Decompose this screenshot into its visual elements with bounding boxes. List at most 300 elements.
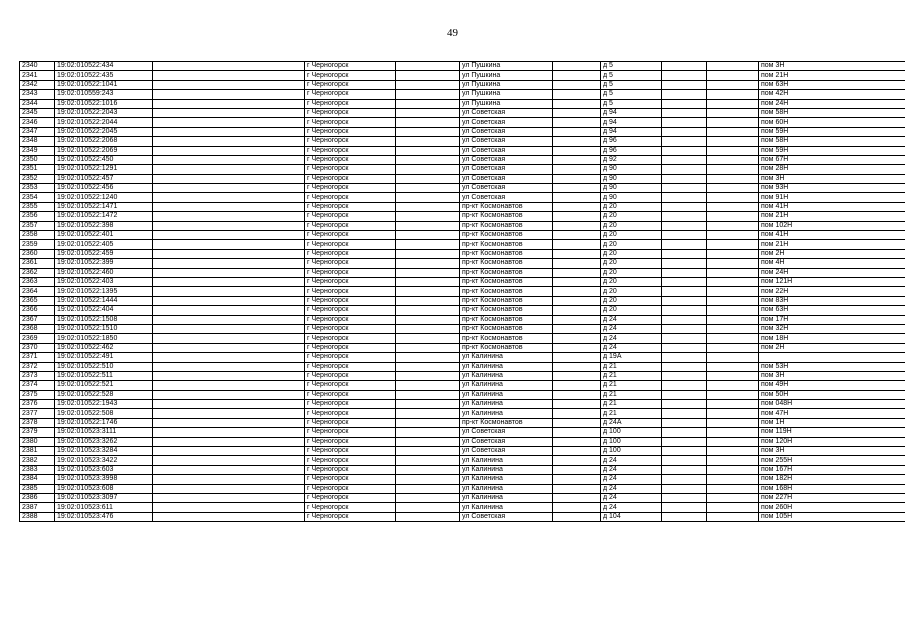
street-cell: ул Калинина: [460, 465, 553, 474]
street-cell: ул Калинина: [460, 390, 553, 399]
table-row: [20, 362, 905, 371]
empty-cell: [662, 80, 707, 89]
empty-cell: [553, 249, 601, 258]
table-row: [20, 428, 905, 437]
city-cell: г Черногорск: [305, 456, 396, 465]
empty-cell: [153, 137, 305, 146]
empty-cell: [553, 390, 601, 399]
empty-cell: [553, 334, 601, 343]
row-number-cell: 2367: [20, 315, 55, 324]
city-cell: г Черногорск: [305, 155, 396, 164]
empty-cell: [553, 184, 601, 193]
empty-cell: [707, 240, 759, 249]
cadastral-number-cell: 19:02:010522:1444: [55, 296, 153, 305]
empty-cell: [662, 155, 707, 164]
empty-cell: [396, 362, 460, 371]
empty-cell: [153, 493, 305, 502]
city-cell: г Черногорск: [305, 62, 396, 71]
empty-cell: [662, 456, 707, 465]
empty-cell: [153, 99, 305, 108]
empty-cell: [553, 212, 601, 221]
empty-cell: [707, 437, 759, 446]
cadastral-number-cell: 19:02:010522:2069: [55, 146, 153, 155]
street-cell: ул Калинина: [460, 484, 553, 493]
street-cell: ул Пушкина: [460, 99, 553, 108]
empty-cell: [707, 428, 759, 437]
premises-cell: пом 105Н: [759, 512, 905, 521]
house-number-cell: д 24: [601, 324, 662, 333]
street-cell: ул Калинина: [460, 400, 553, 409]
street-cell: пр-кт Космонавтов: [460, 202, 553, 211]
cadastral-number-cell: 19:02:010522:528: [55, 390, 153, 399]
cadastral-number-cell: 19:02:010522:434: [55, 62, 153, 71]
empty-cell: [396, 503, 460, 512]
empty-cell: [707, 137, 759, 146]
house-number-cell: д 94: [601, 108, 662, 117]
empty-cell: [707, 249, 759, 258]
table-row: [20, 62, 905, 71]
empty-cell: [396, 155, 460, 164]
house-number-cell: д 104: [601, 512, 662, 521]
street-cell: ул Советская: [460, 174, 553, 183]
premises-cell: пом 3Н: [759, 371, 905, 380]
empty-cell: [153, 193, 305, 202]
empty-cell: [707, 99, 759, 108]
city-cell: г Черногорск: [305, 465, 396, 474]
street-cell: ул Пушкина: [460, 90, 553, 99]
cadastral-number-cell: 19:02:010523:603: [55, 465, 153, 474]
empty-cell: [153, 268, 305, 277]
empty-cell: [396, 334, 460, 343]
empty-cell: [396, 353, 460, 362]
empty-cell: [662, 71, 707, 80]
empty-cell: [662, 240, 707, 249]
premises-cell: пом 58Н: [759, 137, 905, 146]
empty-cell: [396, 146, 460, 155]
premises-cell: пом 2Н: [759, 343, 905, 352]
empty-cell: [662, 390, 707, 399]
cadastral-number-cell: 19:02:010522:457: [55, 174, 153, 183]
empty-cell: [553, 127, 601, 136]
empty-cell: [662, 212, 707, 221]
empty-cell: [553, 512, 601, 521]
city-cell: г Черногорск: [305, 512, 396, 521]
empty-cell: [396, 475, 460, 484]
house-number-cell: д 90: [601, 165, 662, 174]
table-row: [20, 146, 905, 155]
house-number-cell: д 100: [601, 428, 662, 437]
premises-cell: пом 102Н: [759, 221, 905, 230]
row-number-cell: 2370: [20, 343, 55, 352]
house-number-cell: д 96: [601, 146, 662, 155]
city-cell: г Черногорск: [305, 475, 396, 484]
street-cell: пр-кт Космонавтов: [460, 418, 553, 427]
street-cell: пр-кт Космонавтов: [460, 268, 553, 277]
empty-cell: [153, 381, 305, 390]
table-row: [20, 400, 905, 409]
empty-cell: [553, 315, 601, 324]
row-number-cell: 2380: [20, 437, 55, 446]
empty-cell: [153, 362, 305, 371]
cadastral-number-cell: 19:02:010522:398: [55, 221, 153, 230]
premises-cell: пом 22Н: [759, 287, 905, 296]
empty-cell: [153, 108, 305, 117]
empty-cell: [662, 118, 707, 127]
empty-cell: [707, 447, 759, 456]
premises-cell: пом 227Н: [759, 493, 905, 502]
empty-cell: [396, 165, 460, 174]
empty-cell: [396, 137, 460, 146]
empty-cell: [553, 381, 601, 390]
premises-cell: пом 1Н: [759, 418, 905, 427]
table-row: [20, 503, 905, 512]
empty-cell: [662, 315, 707, 324]
empty-cell: [662, 371, 707, 380]
empty-cell: [153, 503, 305, 512]
table-row: [20, 193, 905, 202]
table-row: [20, 353, 905, 362]
empty-cell: [396, 174, 460, 183]
house-number-cell: д 90: [601, 193, 662, 202]
street-cell: ул Калинина: [460, 353, 553, 362]
empty-cell: [153, 437, 305, 446]
empty-cell: [153, 315, 305, 324]
row-number-cell: 2375: [20, 390, 55, 399]
empty-cell: [153, 202, 305, 211]
house-number-cell: д 24: [601, 503, 662, 512]
row-number-cell: 2347: [20, 127, 55, 136]
empty-cell: [662, 465, 707, 474]
empty-cell: [553, 437, 601, 446]
street-cell: ул Пушкина: [460, 80, 553, 89]
table-row: [20, 334, 905, 343]
city-cell: г Черногорск: [305, 118, 396, 127]
empty-cell: [553, 71, 601, 80]
empty-cell: [396, 296, 460, 305]
empty-cell: [553, 174, 601, 183]
page-number: 49: [447, 27, 458, 39]
premises-cell: пом 32Н: [759, 324, 905, 333]
empty-cell: [662, 503, 707, 512]
empty-cell: [662, 174, 707, 183]
street-cell: ул Советская: [460, 118, 553, 127]
premises-cell: пом 167Н: [759, 465, 905, 474]
empty-cell: [707, 90, 759, 99]
street-cell: ул Советская: [460, 447, 553, 456]
empty-cell: [707, 296, 759, 305]
row-number-cell: 2357: [20, 221, 55, 230]
cadastral-number-cell: 19:02:010522:510: [55, 362, 153, 371]
house-number-cell: д 100: [601, 447, 662, 456]
street-cell: ул Советская: [460, 193, 553, 202]
empty-cell: [553, 202, 601, 211]
empty-cell: [396, 447, 460, 456]
empty-cell: [553, 296, 601, 305]
empty-cell: [707, 277, 759, 286]
empty-cell: [153, 127, 305, 136]
row-number-cell: 2341: [20, 71, 55, 80]
table-row: [20, 268, 905, 277]
empty-cell: [662, 165, 707, 174]
street-cell: ул Советская: [460, 512, 553, 521]
empty-cell: [707, 334, 759, 343]
table-row: [20, 221, 905, 230]
cadastral-number-cell: 19:02:010522:435: [55, 71, 153, 80]
premises-cell: пом 3Н: [759, 447, 905, 456]
city-cell: г Черногорск: [305, 493, 396, 502]
empty-cell: [662, 137, 707, 146]
empty-cell: [153, 447, 305, 456]
row-number-cell: 2383: [20, 465, 55, 474]
empty-cell: [662, 447, 707, 456]
city-cell: г Черногорск: [305, 390, 396, 399]
row-number-cell: 2340: [20, 62, 55, 71]
premises-cell: пом 18Н: [759, 334, 905, 343]
city-cell: г Черногорск: [305, 381, 396, 390]
empty-cell: [153, 80, 305, 89]
empty-cell: [707, 268, 759, 277]
city-cell: г Черногорск: [305, 221, 396, 230]
property-registry-table: [19, 61, 905, 522]
premises-cell: пом 2Н: [759, 249, 905, 258]
table-row: [20, 277, 905, 286]
house-number-cell: д 5: [601, 90, 662, 99]
premises-cell: пом 58Н: [759, 108, 905, 117]
cadastral-number-cell: 19:02:010522:1850: [55, 334, 153, 343]
empty-cell: [396, 277, 460, 286]
house-number-cell: д 24: [601, 493, 662, 502]
empty-cell: [662, 353, 707, 362]
empty-cell: [662, 484, 707, 493]
premises-cell: пом 53Н: [759, 362, 905, 371]
cadastral-number-cell: 19:02:010523:476: [55, 512, 153, 521]
table-row: [20, 418, 905, 427]
street-cell: пр-кт Космонавтов: [460, 343, 553, 352]
empty-cell: [553, 493, 601, 502]
row-number-cell: 2359: [20, 240, 55, 249]
empty-cell: [707, 108, 759, 117]
cadastral-number-cell: 19:02:010522:1510: [55, 324, 153, 333]
empty-cell: [707, 512, 759, 521]
empty-cell: [662, 90, 707, 99]
empty-cell: [707, 62, 759, 71]
empty-cell: [662, 362, 707, 371]
empty-cell: [553, 62, 601, 71]
empty-cell: [396, 193, 460, 202]
empty-cell: [153, 287, 305, 296]
empty-cell: [396, 118, 460, 127]
row-number-cell: 2368: [20, 324, 55, 333]
empty-cell: [707, 202, 759, 211]
empty-cell: [396, 437, 460, 446]
empty-cell: [153, 296, 305, 305]
empty-cell: [553, 118, 601, 127]
empty-cell: [396, 184, 460, 193]
street-cell: пр-кт Космонавтов: [460, 315, 553, 324]
empty-cell: [553, 353, 601, 362]
empty-cell: [662, 108, 707, 117]
empty-cell: [153, 465, 305, 474]
cadastral-number-cell: 19:02:010522:1943: [55, 400, 153, 409]
table-row: [20, 202, 905, 211]
street-cell: ул Калинина: [460, 381, 553, 390]
city-cell: г Черногорск: [305, 174, 396, 183]
empty-cell: [707, 315, 759, 324]
premises-cell: пом 59Н: [759, 127, 905, 136]
street-cell: ул Калинина: [460, 475, 553, 484]
city-cell: г Черногорск: [305, 99, 396, 108]
city-cell: г Черногорск: [305, 315, 396, 324]
empty-cell: [707, 212, 759, 221]
premises-cell: пом 67Н: [759, 155, 905, 164]
table-row: [20, 231, 905, 240]
row-number-cell: 2354: [20, 193, 55, 202]
empty-cell: [153, 409, 305, 418]
empty-cell: [662, 475, 707, 484]
city-cell: г Черногорск: [305, 259, 396, 268]
empty-cell: [662, 62, 707, 71]
cadastral-number-cell: 19:02:010523:3097: [55, 493, 153, 502]
empty-cell: [396, 221, 460, 230]
row-number-cell: 2353: [20, 184, 55, 193]
empty-cell: [396, 409, 460, 418]
cadastral-number-cell: 19:02:010522:1016: [55, 99, 153, 108]
city-cell: г Черногорск: [305, 146, 396, 155]
cadastral-number-cell: 19:02:010523:611: [55, 503, 153, 512]
row-number-cell: 2371: [20, 353, 55, 362]
street-cell: ул Пушкина: [460, 71, 553, 80]
empty-cell: [153, 484, 305, 493]
cadastral-number-cell: 19:02:010522:2068: [55, 137, 153, 146]
city-cell: г Черногорск: [305, 447, 396, 456]
row-number-cell: 2351: [20, 165, 55, 174]
city-cell: г Черногорск: [305, 212, 396, 221]
empty-cell: [662, 493, 707, 502]
empty-cell: [153, 512, 305, 521]
street-cell: ул Советская: [460, 184, 553, 193]
empty-cell: [396, 484, 460, 493]
cadastral-number-cell: 19:02:010522:2043: [55, 108, 153, 117]
city-cell: г Черногорск: [305, 268, 396, 277]
empty-cell: [153, 71, 305, 80]
premises-cell: пом 048Н: [759, 400, 905, 409]
empty-cell: [662, 221, 707, 230]
table-row: [20, 493, 905, 502]
row-number-cell: 2346: [20, 118, 55, 127]
street-cell: ул Советская: [460, 146, 553, 155]
premises-cell: пом 60Н: [759, 118, 905, 127]
house-number-cell: д 21: [601, 371, 662, 380]
house-number-cell: д 5: [601, 71, 662, 80]
empty-cell: [553, 503, 601, 512]
empty-cell: [553, 343, 601, 352]
empty-cell: [153, 334, 305, 343]
empty-cell: [553, 80, 601, 89]
empty-cell: [662, 306, 707, 315]
premises-cell: пом 49Н: [759, 381, 905, 390]
row-number-cell: 2360: [20, 249, 55, 258]
empty-cell: [553, 456, 601, 465]
table-row: [20, 409, 905, 418]
empty-cell: [396, 212, 460, 221]
premises-cell: пом 93Н: [759, 184, 905, 193]
empty-cell: [662, 381, 707, 390]
cadastral-number-cell: 19:02:010522:460: [55, 268, 153, 277]
house-number-cell: д 5: [601, 80, 662, 89]
empty-cell: [707, 155, 759, 164]
city-cell: г Черногорск: [305, 249, 396, 258]
house-number-cell: д 21: [601, 381, 662, 390]
empty-cell: [396, 343, 460, 352]
empty-cell: [553, 409, 601, 418]
empty-cell: [707, 371, 759, 380]
house-number-cell: д 21: [601, 390, 662, 399]
premises-cell: [759, 353, 905, 362]
empty-cell: [707, 493, 759, 502]
empty-cell: [553, 371, 601, 380]
empty-cell: [662, 127, 707, 136]
row-number-cell: 2384: [20, 475, 55, 484]
table-row: [20, 390, 905, 399]
empty-cell: [153, 231, 305, 240]
table-row: [20, 184, 905, 193]
premises-cell: пом 91Н: [759, 193, 905, 202]
row-number-cell: 2358: [20, 231, 55, 240]
empty-cell: [553, 362, 601, 371]
table-row: [20, 259, 905, 268]
cadastral-number-cell: 19:02:010522:1471: [55, 202, 153, 211]
house-number-cell: д 90: [601, 174, 662, 183]
cadastral-number-cell: 19:02:010522:399: [55, 259, 153, 268]
row-number-cell: 2388: [20, 512, 55, 521]
city-cell: г Черногорск: [305, 418, 396, 427]
table-row: [20, 165, 905, 174]
empty-cell: [662, 287, 707, 296]
empty-cell: [396, 428, 460, 437]
empty-cell: [553, 465, 601, 474]
house-number-cell: д 20: [601, 249, 662, 258]
street-cell: ул Советская: [460, 437, 553, 446]
empty-cell: [396, 62, 460, 71]
row-number-cell: 2374: [20, 381, 55, 390]
street-cell: ул Советская: [460, 428, 553, 437]
city-cell: г Черногорск: [305, 437, 396, 446]
premises-cell: пом 24Н: [759, 99, 905, 108]
cadastral-number-cell: 19:02:010522:462: [55, 343, 153, 352]
premises-cell: пом 63Н: [759, 306, 905, 315]
empty-cell: [553, 221, 601, 230]
cadastral-number-cell: 19:02:010522:521: [55, 381, 153, 390]
table-row: [20, 99, 905, 108]
city-cell: г Черногорск: [305, 193, 396, 202]
house-number-cell: д 24: [601, 315, 662, 324]
empty-cell: [707, 343, 759, 352]
city-cell: г Черногорск: [305, 127, 396, 136]
empty-cell: [396, 512, 460, 521]
empty-cell: [707, 287, 759, 296]
row-number-cell: 2373: [20, 371, 55, 380]
cadastral-number-cell: 19:02:010522:1472: [55, 212, 153, 221]
city-cell: г Черногорск: [305, 353, 396, 362]
street-cell: пр-кт Космонавтов: [460, 221, 553, 230]
house-number-cell: д 24: [601, 456, 662, 465]
house-number-cell: д 20: [601, 202, 662, 211]
cadastral-number-cell: 19:02:010522:1508: [55, 315, 153, 324]
table-row: [20, 447, 905, 456]
table-row: [20, 155, 905, 164]
cadastral-number-cell: 19:02:010523:3111: [55, 428, 153, 437]
cadastral-number-cell: 19:02:010522:1291: [55, 165, 153, 174]
